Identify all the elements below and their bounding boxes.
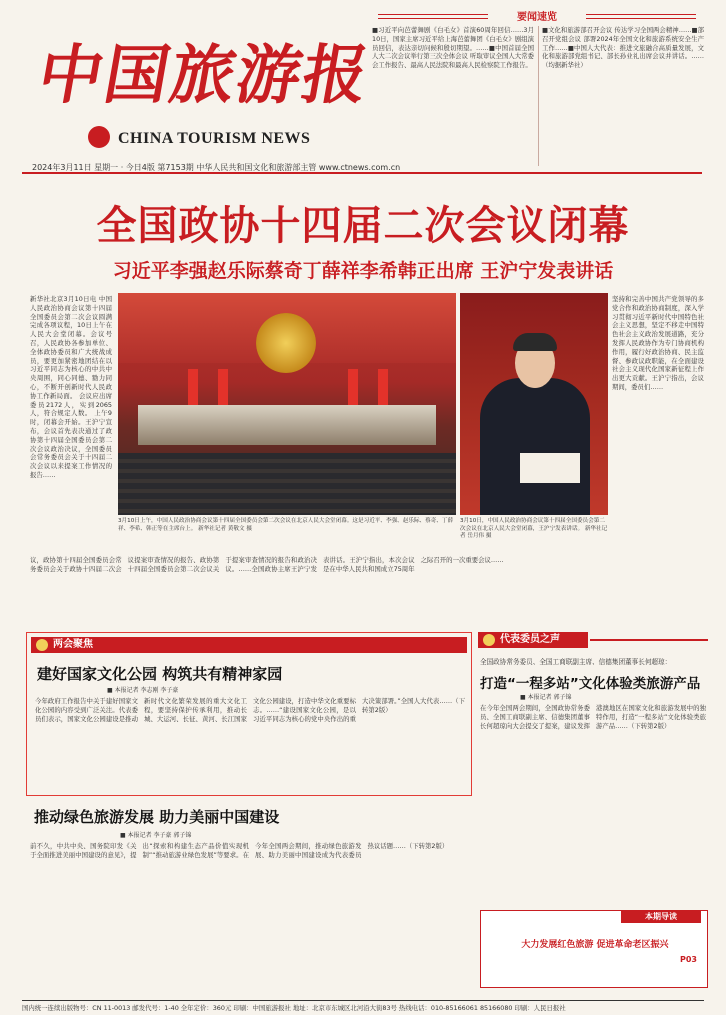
green-tourism-byline: ■ 本报记者 李子豪 郭子锦 (120, 832, 192, 839)
tourism-emblem-icon (88, 126, 110, 148)
lead-column-right: 坚持和完善中国共产党领导的多党合作和政治协商制度，深入学习贯彻习近平新时代中国特色社会主义思想，坚定不移走中国特色社会主义政治发展道路，充分发挥人民政协作为专门协商机构作用，履行好政治协商、民主监督、参政议政职能，在全面建设社会主义现代化国家新征程上作出更大贡献。王沪宁指出，会议期间，委员们…… (612, 295, 704, 391)
lead-column-left: 新华社北京3月10日电 中国人民政治协商会议第十四届全国委员会第二次会议圆满完成各项议程，10日上午在人民大会堂闭幕。会议号召，人民政协各参加单位、全体政协委员和广大统战成员，要更加紧密地团结在以习近平同志为核心的中共中央周围，同心同德、勠力同心，不断开创新时代人民政协工作新局面。 会议应出席委员2172人，实到2065人，符合规定人数。 上午9时，闭幕会开始。王沪宁宣布，会议首先表决通过了政协第十四届全国委员会第二次会议政治决议，全国委员会常务委员会关于十四届二次会议以来提案工作情况的报告…… (30, 295, 112, 479)
main-body-bottom: 议，政协第十四届全国委员会常务委员会关于政协十四届二次会议提案审查情况的报告、政协第十四届全国委员会第二次会议关于提案审查情况的报告和政治决议。……全国政协主席王沪宁发表讲话。王沪宁指出，本次会议是在中华人民共和国成立75周年之际召开的一次重要会议…… (30, 556, 504, 573)
briefs-divider (538, 26, 539, 166)
voice-section-tag: 代表委员之声 (478, 632, 708, 650)
masthead-english-title: CHINA TOURISM NEWS (118, 130, 311, 147)
briefs-heading: 要闻速览 (378, 8, 696, 22)
speaker-photo (460, 293, 608, 515)
briefs-column-1: ■习近平向芭蕾舞剧《白毛女》首演60周年回信……3月10日，国家主席习近平给上海芭蕾舞团《白毛女》剧组演员回信，表达亲切问候和殷切期望。……■中国首届全国人大二次会议举行第三次全体会议 听取审议全国人大常委会工作报告、最高人民法院和最高人民检察院工作报告。 (372, 26, 534, 70)
feature-section-tag: 两会聚焦 (31, 637, 467, 653)
national-emblem-icon (256, 313, 316, 373)
issue-guide-box (480, 910, 708, 988)
assembly-hall-photo (118, 293, 456, 515)
briefs-column-2: ■文化和旅游部召开会议 传达学习全国两会精神……■部召开党组会议 部署2024年全国文化和旅游系统安全生产工作……■中国人大代表：推进文旅融合高质量发展，文化和旅游部党组书记、部长孙业礼出席会议并讲话。……（均据新华社） (542, 26, 704, 70)
footer-info: 国内统一连续出版物号：CN 11-0013 邮发代号：1-40 全年定价：360元 印刷：中国旅游报社 地址：北京市东城区北河沿大街83号 热线电话：010-85166061 85166080 印刷：人民日报社 (22, 1000, 704, 1012)
photo-caption-left: 3月10日上午，中国人民政治协商会议第十四届全国委员会第二次会议在北京人民大会堂闭幕。这是习近平、李强、赵乐际、蔡奇、丁薛祥、李希、韩正等在主席台上。 新华社记者 黄敬文 摄 (118, 518, 454, 532)
dateline: 2024年3月11日 星期一 · 今日4版 第7153期 中华人民共和国文化和旅游部主管 www.ctnews.com.cn (32, 163, 401, 172)
green-tourism-body: 前不久，中共中央、国务院印发《关于全面推进美丽中国建设的意见》，提出“探索和构建生态产品价值实现机制”“推动旅游业绿色发展”等要求。在今年全国两会期间，推动绿色旅游发展、助力美丽中国建设成为代表委员热议话题……（下转第2版） (30, 842, 449, 859)
voice-byline: ■ 本报记者 郭子锦 (520, 694, 572, 701)
feature-body: 今年政府工作报告中关于建好国家文化公园的内容受到广泛关注。代表委员们表示，国家文化公园建设是推动新时代文化繁荣发展的重大文化工程，要坚持保护传承利用，推动长城、大运河、长征、黄河、长江国家文化公园建设，打造中华文化重要标志。……“建设国家文化公园，是以习近平同志为核心的党中央作出的重大决策部署。”全国人大代表……（下转第2版） (35, 697, 465, 723)
voice-body: 在今年全国两会期间，全国政协常务委员、全国工商联副主席、信德集团董事长何超琼向大会提交了提案，建议发挥港澳地区在国家文化和旅游发展中的独特作用，打造“一程多站”文化体验类旅游产品……（下转第2版） (480, 704, 706, 730)
issue-guide-page: P03 (680, 955, 697, 964)
masthead-rule (22, 172, 702, 174)
voice-lead: 全国政协常务委员、全国工商联副主席、信德集团董事长何超琼： (480, 658, 672, 666)
green-tourism-title: 推动绿色旅游发展 助力美丽中国建设 (34, 808, 280, 826)
emblem-icon (36, 639, 48, 651)
issue-guide-tab: 本期导读 (621, 910, 701, 923)
issue-guide-line[interactable]: 大力发展红色旅游 促进革命老区振兴 (521, 940, 669, 950)
photo-caption-right: 3月10日，中国人民政治协商会议第十四届全国委员会第二次会议在北京人民大会堂闭幕，王沪宁发表讲话。 新华社记者 岳月伟 摄 (460, 518, 608, 539)
main-headline: 全国政协十四届二次会议闭幕 (96, 203, 630, 249)
voice-title: 打造“一程多站”文化体验类旅游产品 (480, 676, 701, 692)
feature-title: 建好国家文化公园 构筑共有精神家园 (37, 665, 283, 683)
main-subheadline: 习近平李强赵乐际蔡奇丁薛祥李希韩正出席 王沪宁发表讲话 (112, 260, 614, 282)
feature-box (26, 632, 472, 796)
masthead-title: 中国旅游报 (32, 38, 376, 113)
feature-byline: ■ 本报记者 李志刚 李子豪 (107, 687, 179, 694)
